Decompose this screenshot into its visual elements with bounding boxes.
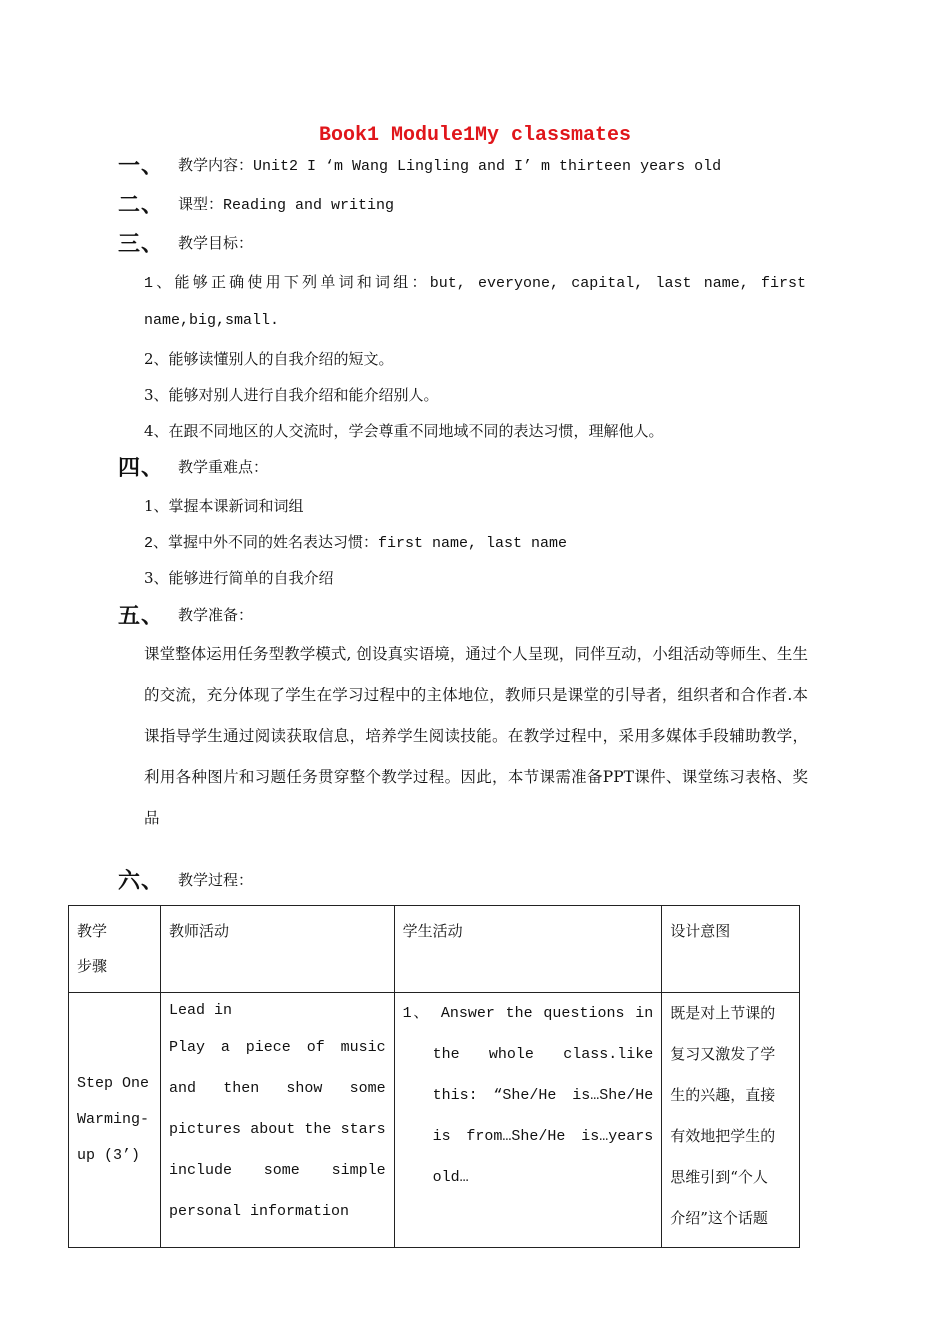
goal-2: 2、能够读懂别人的自我介绍的短文。 (144, 350, 394, 368)
intent-line: 生的兴趣，直接 (670, 1086, 776, 1104)
section-5 (118, 599, 253, 629)
teacher-activity-cell (160, 993, 394, 1248)
student-line: old… (432, 1169, 469, 1186)
header-teacher: 教师活动 (160, 906, 394, 993)
student-line: the whole class.like (432, 1046, 654, 1063)
header-step-line1: 教学 (77, 922, 108, 940)
document-title: Book1 Module1My classmates (318, 124, 632, 147)
key-point-3: 3、能够进行简单的自我介绍 (144, 569, 334, 587)
section-number: 一、 (118, 152, 165, 179)
section-4 (118, 451, 268, 481)
section-number: 二、 (118, 191, 165, 218)
section-text: 教学目标： (178, 233, 254, 252)
header-intent: 设计意图 (662, 906, 800, 993)
header-step (69, 906, 161, 993)
section-6 (118, 864, 253, 894)
section-text: 教学过程： (178, 870, 254, 889)
intent-line: 复习又激发了学 (670, 1045, 776, 1063)
student-activity-cell (394, 993, 662, 1248)
section-text: 课型：Reading and writing (178, 196, 395, 214)
design-intent-cell (662, 993, 800, 1248)
section-number: 六、 (118, 867, 165, 894)
step-line: Step One (77, 1075, 150, 1092)
section-number: 五、 (118, 602, 165, 629)
student-line: is from…She/He is…years (432, 1128, 654, 1145)
goal-4: 4、在跟不同地区的人交流时，学会尊重不同地域不同的表达习惯，理解他人。 (144, 422, 664, 440)
student-line: this: “She/He is…She/He (432, 1087, 654, 1104)
teacher-line: pictures about the stars (168, 1121, 386, 1138)
intent-line: 既是对上节课的 (670, 1004, 776, 1022)
teacher-line: include some simple (168, 1162, 386, 1179)
key-point-1: 1、掌握本课新词和词组 (144, 497, 304, 515)
key-point-2: 2、掌握中外不同的姓名表达习惯：first name, last name (144, 535, 568, 552)
student-line: 1、 Answer the questions in (402, 1005, 654, 1022)
header-step-line2: 步骤 (77, 957, 108, 975)
table-header-row (69, 906, 800, 993)
step-line: up (3’) (77, 1147, 141, 1164)
header-student: 学生活动 (394, 906, 662, 993)
goal-1: 1、能够正确使用下列单词和词组：but, everyone, capital, last name, first (144, 275, 806, 292)
teaching-process-table (68, 905, 800, 1248)
section-text: 教学内容：Unit2 I ‘m Wang Lingling and I’ m thirteen years old (178, 157, 722, 175)
step-cell (69, 993, 161, 1248)
intent-line: 介绍”这个话题 (670, 1209, 768, 1227)
teacher-line: Play a piece of music (168, 1039, 386, 1056)
teacher-line: and then show some (168, 1080, 386, 1097)
intent-line: 有效地把学生的 (670, 1127, 776, 1145)
section-2 (118, 188, 394, 218)
table-row (69, 993, 800, 1248)
goal-1-cont: name,big,small. (144, 312, 280, 329)
section-3 (118, 227, 253, 257)
section-number: 三、 (118, 230, 165, 257)
teacher-line: personal information (168, 1203, 350, 1220)
section-number: 四、 (118, 454, 165, 481)
teacher-line: Lead in (168, 1002, 232, 1019)
section-text: 教学准备： (178, 605, 254, 624)
intent-line: 思维引到“个人 (670, 1168, 768, 1186)
section-1 (118, 149, 721, 179)
section-text: 教学重难点： (178, 457, 269, 476)
step-line: Warming- (77, 1111, 150, 1128)
preparation-paragraph: 课堂整体运用任务型教学模式, 创设真实语境，通过个人呈现，同伴互动，小组活动等师生、生生的交流，充分体现了学生在学习过程中的主体地位，教师只是课堂的引导者，组织者和合作者.本课指导学生通过阅读获取信息，培养学生阅读技能。在教学过程中，采用多媒体手段辅助教学，利用各种图片和习题任务贯穿整个教学过程。因此，本节课需准备PPT课件、课堂练习表格、奖品 (144, 645, 808, 827)
goal-3: 3、能够对别人进行自我介绍和能介绍别人。 (144, 386, 439, 404)
